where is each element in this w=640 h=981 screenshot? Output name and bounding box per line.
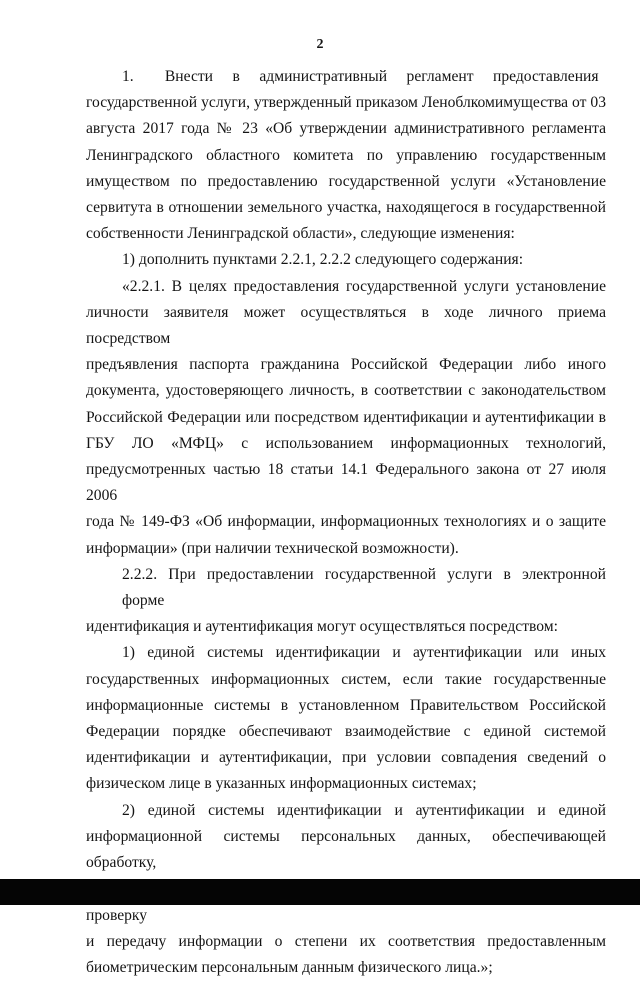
text-line: Ленинградского областного комитета по управлению государственным — [86, 146, 606, 164]
document-body — [86, 64, 606, 981]
text-line: ГБУ ЛО «МФЦ» с использованием информационных технологий, — [86, 434, 606, 452]
text-line: биометрическим персональным данным физического лица.»; — [86, 958, 493, 976]
text-line: государственной услуги, утвержденный приказом Леноблкомимущества от 03 — [86, 94, 606, 112]
text-line: идентификации и аутентификации, при условии совпадения сведений о — [86, 749, 606, 767]
text-line: «2.2.1. В целях предоставления государственной услуги установление — [122, 277, 606, 295]
paragraph — [86, 64, 606, 247]
text-line: имуществом по предоставлению государственной услуги «Установление — [86, 172, 606, 190]
scan-bottom-border — [0, 879, 640, 905]
text-line: и передачу информации о степени их соответствия предоставленным — [86, 932, 606, 950]
text-line: предъявления паспорта гражданина Российской Федерации либо иного — [86, 356, 606, 374]
text-line: 1) единой системы идентификации и аутентификации или иных — [122, 644, 606, 662]
text-line: информационной системы персональных данных, обеспечивающей обработку, — [86, 827, 606, 872]
text-line: проверку — [86, 906, 148, 924]
text-line: информационные системы в установленном Правительством Российской — [86, 696, 606, 714]
text-line: физическом лице в указанных информационных системах; — [86, 775, 477, 793]
text-line: августа 2017 года № 23 «Об утверждении административного регламента — [86, 120, 606, 138]
text-line: 1. Внести в административный регламент предоставления — [122, 68, 599, 85]
text-line: идентификация и аутентификация могут осуществляться посредством: — [86, 618, 558, 636]
text-line: информации» (при наличии технической возможности). — [86, 539, 459, 557]
text-line: сервитута в отношении земельного участка, находящегося в государственной — [86, 199, 606, 217]
text-line: 2) единой системы идентификации и аутентификации и единой — [122, 801, 606, 819]
text-line: 2.2.2. При предоставлении государственной услуги в электронной форме — [122, 565, 606, 610]
text-line: Федерации порядке обеспечивают взаимодействие с единой системой — [86, 723, 606, 741]
paragraph — [86, 274, 606, 562]
paragraph — [86, 562, 606, 641]
paragraph — [86, 640, 606, 797]
text-line: 1) дополнить пунктами 2.2.1, 2.2.2 следующего содержания: — [122, 251, 524, 269]
text-line: личности заявителя может осуществляться в ходе личного приема посредством — [86, 303, 606, 348]
page-number: 2 — [316, 37, 324, 52]
text-line: Российской Федерации или посредством идентификации и аутентификации в — [86, 408, 606, 426]
text-line: года № 149-ФЗ «Об информации, информационных технологиях и о защите — [86, 513, 606, 531]
text-line: государственных информационных систем, если такие государственные — [86, 670, 606, 688]
text-line: предусмотренных частью 18 статьи 14.1 Федерального закона от 27 июля 2006 — [86, 461, 606, 505]
paragraph — [86, 247, 606, 273]
text-line: документа, удостоверяющего личность, в соответствии с законодательством — [86, 382, 606, 400]
text-line: собственности Ленинградской области», следующие изменения: — [86, 225, 515, 243]
